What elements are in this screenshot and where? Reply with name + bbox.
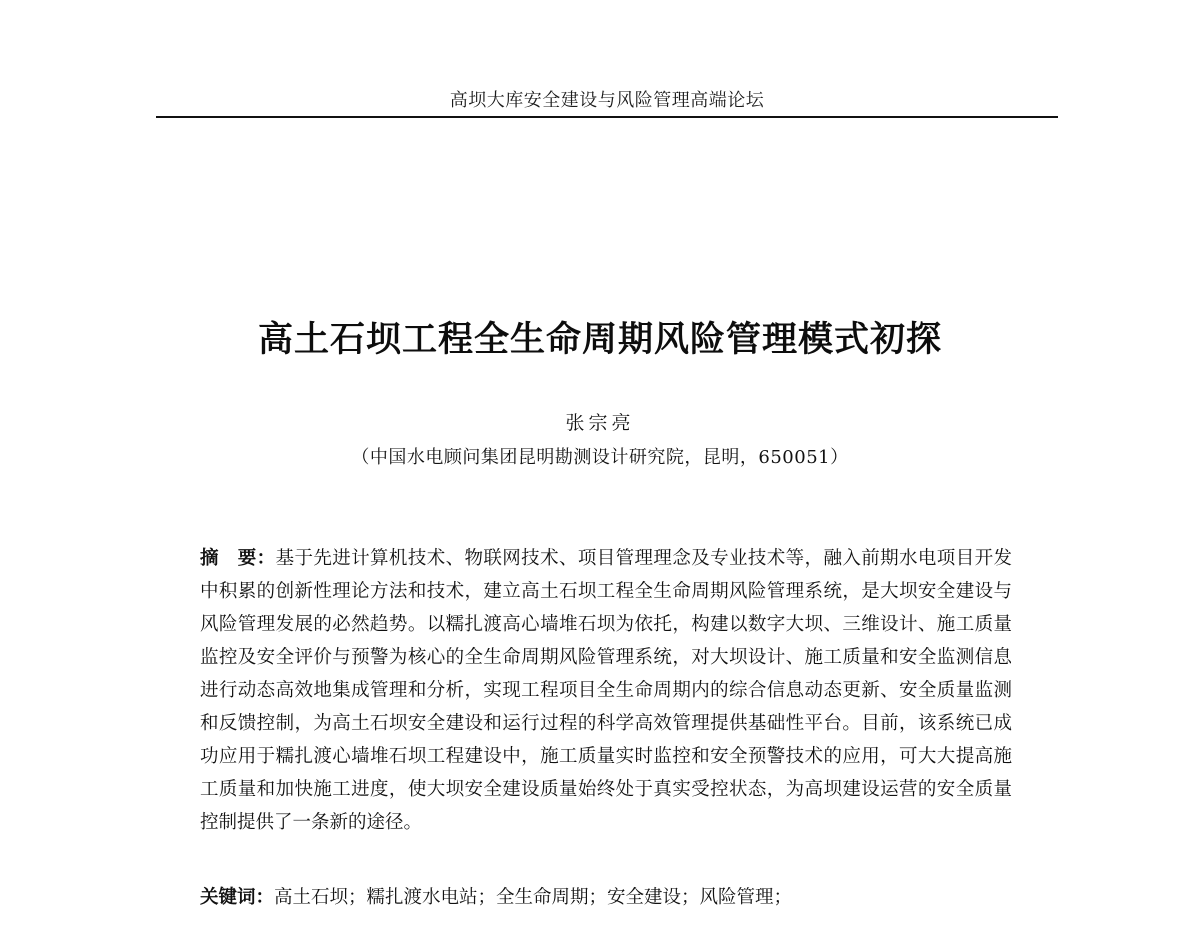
abstract xyxy=(200,542,1012,839)
running-header: 高坝大库安全建设与风险管理高端论坛 xyxy=(449,90,765,111)
keywords-text: 高土石坝；糯扎渡水电站；全生命周期；安全建设；风险管理； xyxy=(274,887,793,908)
abstract-text: 基于先进计算机技术、物联网技术、项目管理理念及专业技术等，融入前期水电项目开发中积累的创新性理论方法和技术，建立高土石坝工程全生命周期风险管理系统，是大坝安全建设与风险管理发展的必然趋势。以糯扎渡高心墙堆石坝为依托，构建以数字大坝、三维设计、施工质量监控及安全评价与预警为核心的全生命周期风险管理系统，对大坝设计、施工质量和安全监测信息进行动态高效地集成管理和分析，实现工程项目全生命周期内的综合信息动态更新、安全质量监测和反馈控制，为高土石坝安全建设和运行过程的科学高效管理提供基础性平台。目前，该系统已成功应用于糯扎渡心墙堆石坝工程建设中，施工质量实时监控和安全预警技术的应用，可大大提高施工质量和加快施工进度，使大坝安全建设质量始终处于真实受控状态，为高坝建设运营的安全质量控制提供了一条新的途径。 xyxy=(200,548,1012,833)
author-affiliation: （中国水电顾问集团昆明勘测设计研究院，昆明，650051） xyxy=(351,447,849,468)
keywords-label: 关键词： xyxy=(200,887,275,908)
abstract-label: 摘 要： xyxy=(200,548,276,569)
author-name: 张宗亮 xyxy=(565,412,635,434)
header-rule xyxy=(156,116,1058,118)
keywords xyxy=(200,881,1012,914)
paper-title: 高土石坝工程全生命周期风险管理模式初探 xyxy=(257,320,942,360)
